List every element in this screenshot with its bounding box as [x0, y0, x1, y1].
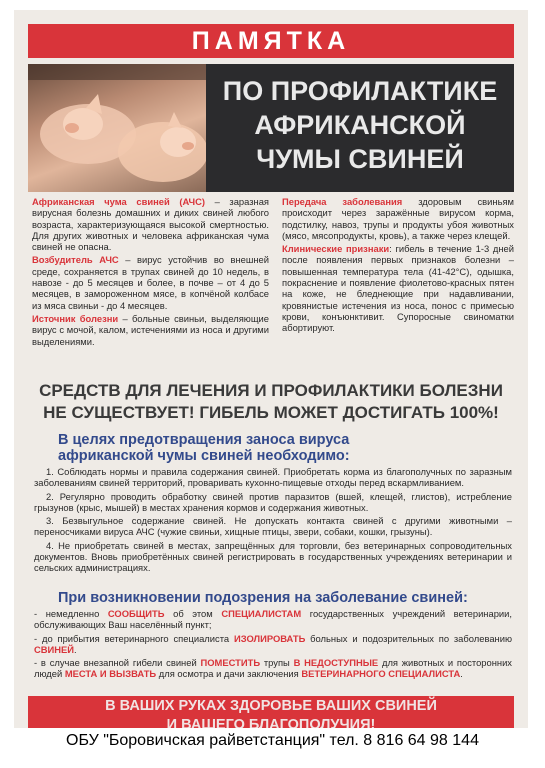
hero-title-line-3: ЧУМЫ СВИНЕЙ — [256, 144, 464, 174]
action-emphasis: СПЕЦИАЛИСТАМ — [221, 608, 302, 619]
prevention-title — [58, 432, 478, 464]
prevention-title-line-2: африканской чумы свиней необходимо: — [58, 448, 350, 464]
pathogen-info — [32, 254, 269, 310]
symptoms-info — [282, 243, 514, 333]
hero-block — [28, 64, 514, 192]
info-columns — [28, 196, 514, 372]
prevention-title-line-1: В целях предотвращения заноса вируса — [58, 432, 350, 448]
pigs-illustration — [28, 64, 206, 192]
hero-title-line-1: ПО ПРОФИЛАКТИКЕ — [222, 76, 498, 106]
rule-item: 1. Соблюдать нормы и правила содержания свиней. Приобретать корма из благополучных по заразным заболеваниям свиней территорий, проваривать кухонно-пищевые отходы перед вскармливанием. — [34, 466, 512, 489]
suspicion-title: При возникновении подозрения на заболевание свиней: — [58, 590, 468, 606]
footer-line-2: И ВАШЕГО БЛАГОПОЛУЧИЯ! — [166, 717, 376, 728]
transmission-info — [282, 196, 514, 241]
header-banner — [28, 24, 514, 58]
action-emphasis: ИЗОЛИРОВАТЬ — [233, 632, 306, 644]
action-text: - до прибытия ветеринарного специалиста — [34, 632, 234, 644]
action-text: государственных учреждений ветеринарии, обслуживающих Ваш населённый пункт; — [34, 608, 512, 631]
transmission-term: Передача заболевания — [282, 196, 403, 207]
left-column — [32, 196, 269, 349]
asf-definition-term: Африканская чума свиней (АЧС) — [32, 196, 205, 207]
hero-title-line-2: АФРИКАНСКОЙ — [254, 110, 466, 140]
symptoms-text: : гибель в течение 1-3 дней после появления первых признаков болезни – повышенная температура тела (41-42°С), одышка, покраснение и появление фиолетово-красных пятен на коже, не бледнеющие при надавливании, кровянистые истечения из носа, понос с примесью крови, конъюнктивит. Супоросные свиноматки абортируют. — [282, 243, 514, 334]
source-text: – больные свиньи, выделяющие вирус с мочой, калом, истечениями из носа и другими выделениями. — [32, 312, 269, 347]
warning-line-2: НЕ СУЩЕСТВУЕТ! ГИБЕЛЬ МОЖЕТ ДОСТИГАТЬ 100%! — [43, 403, 499, 422]
action-isolate — [34, 633, 512, 656]
action-text: больных и подозрительных по заболеванию — [305, 632, 512, 644]
rule-item: 2. Регулярно проводить обработку свиней против паразитов (вшей, клещей, глистов), истребление грызунов (крыс, мышей) в местах хранения кормов и содержания животных. — [34, 490, 512, 513]
banner-title: ПАМЯТКА — [191, 26, 351, 55]
asf-definition — [32, 196, 269, 252]
action-report — [34, 608, 512, 631]
action-text: об этом — [164, 608, 222, 619]
transmission-text: здоровым свиньям происходит через заражённые вирусом корма, подстилку, навоз, трупы и продукты убоя животных (мясо, мясопродукты, кровь), а также через клещей. — [282, 196, 514, 241]
source-term: Источник болезни — [32, 312, 119, 324]
action-carcass — [34, 657, 512, 680]
action-text: для осмотра и дачи заключения — [156, 668, 302, 680]
warning-headline — [28, 380, 514, 424]
footer-line-1: В ВАШИХ РУКАХ ЗДОРОВЬЕ ВАШИХ СВИНЕЙ — [105, 698, 437, 714]
action-text: - в случае внезапной гибели свиней — [34, 657, 201, 669]
rule-item: 4. Не приобретать свиней в местах, запрещённых для торговли, без ветеринарных сопроводительных документов. Вновь приобретённых свиней регистрировать в государственных учреждениях ветеринарии и сельских администрациях. — [34, 539, 512, 574]
action-text: - немедленно — [34, 608, 108, 619]
pigs-photo — [28, 64, 206, 192]
symptoms-term: Клинические признаки — [282, 243, 390, 255]
action-text: . — [460, 668, 463, 680]
leaflet — [14, 10, 528, 728]
pathogen-text: – вирус устойчив во внешней среде, сохраняется в трупах свиней до 10 недель, в навозе - до 5 месяцев и более, в почве – от 4 до 5 месяцев, в замороженном мясе, в копчёной колбасе из мяса свиньи - до 4 месяцев. — [32, 254, 270, 311]
hero-title — [206, 74, 514, 176]
action-emphasis: СВИНЕЙ — [34, 643, 75, 655]
action-emphasis: ПОМЕСТИТЬ — [200, 657, 261, 669]
warning-line-1: СРЕДСТВ ДЛЯ ЛЕЧЕНИЯ И ПРОФИЛАКТИКИ БОЛЕЗНИ — [39, 381, 503, 400]
suspicion-actions — [34, 608, 512, 682]
right-column — [282, 196, 514, 336]
rule-item: 3. Безвыгульное содержание свиней. Не допускать контакта свиней с другими животными – переносчиками вируса АЧС (чужие свиньи, хищные птицы, звери, собаки, кошки, грызуны). — [34, 515, 512, 538]
action-emphasis: СООБЩИТЬ — [107, 608, 165, 619]
contact-line: ОБУ "Боровичская райветстанция" тел. 8 816 64 98 144 — [66, 732, 479, 749]
source-info — [32, 313, 269, 347]
action-text: для животных и посторонних людей — [34, 657, 512, 680]
action-text: трупы — [260, 657, 294, 669]
action-emphasis: МЕСТА И ВЫЗВАТЬ — [64, 668, 157, 680]
prevention-rules — [34, 466, 512, 576]
pathogen-term: Возбудитель АЧС — [32, 254, 119, 266]
footer-banner — [28, 696, 514, 728]
action-emphasis: ВЕТЕРИНАРНОГО СПЕЦИАЛИСТА — [301, 668, 461, 680]
action-emphasis: В НЕДОСТУПНЫЕ — [293, 657, 379, 669]
action-text: . — [74, 643, 77, 655]
asf-definition-text: – заразная вирусная болезнь домашних и диких свиней любого возраста, характеризующаяся высокой смертностью. Для других животных и человека африканская чума свиней не опасна. — [32, 196, 269, 253]
